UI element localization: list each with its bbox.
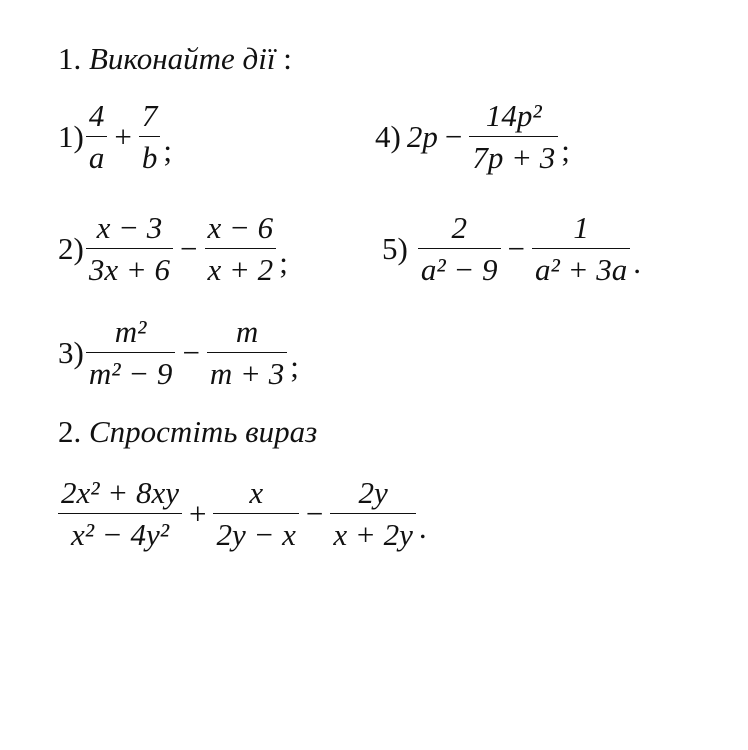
exercise-3-fraction-1-numerator: m² bbox=[114, 314, 147, 349]
exercise-4-lead-term: 2p bbox=[406, 119, 438, 154]
exercise-2-fraction-1-denominator: 3x + 6 bbox=[88, 252, 171, 287]
exercise-1 bbox=[58, 100, 172, 173]
exercise-1-fraction-2-numerator: 7 bbox=[141, 98, 158, 133]
exercise-3-fraction-2-numerator: m bbox=[235, 314, 259, 349]
task2-fraction-3 bbox=[330, 477, 415, 550]
task2-fraction-3-numerator: 2y bbox=[358, 475, 388, 510]
exercise-5-fraction-2-numerator: 1 bbox=[573, 210, 589, 245]
exercise-2-fraction-2 bbox=[205, 212, 277, 285]
task2-fraction-1-denominator: x² − 4y² bbox=[70, 517, 170, 552]
exercise-5-fraction-2 bbox=[532, 212, 630, 285]
task2-title: Спростіть вираз bbox=[89, 414, 318, 449]
exercise-1-operator: + bbox=[114, 119, 132, 154]
exercise-5 bbox=[382, 212, 641, 285]
exercise-3-fraction-2 bbox=[207, 316, 287, 389]
exercise-3-label: 3) bbox=[58, 335, 84, 370]
exercise-2-label: 2) bbox=[58, 231, 84, 266]
task2-fraction-1 bbox=[58, 477, 182, 550]
exercise-4-end: ; bbox=[561, 133, 570, 168]
exercise-5-fraction-1-denominator: a² − 9 bbox=[420, 252, 498, 287]
task2-fraction-2 bbox=[213, 477, 298, 550]
exercise-5-fraction-2-denominator: a² + 3a bbox=[535, 252, 628, 287]
task1-colon: : bbox=[275, 41, 292, 76]
task2-operator-2: − bbox=[305, 496, 324, 531]
exercise-1-fraction-1-numerator: 4 bbox=[88, 98, 105, 133]
exercise-5-operator: − bbox=[507, 231, 526, 266]
exercise-5-end: . bbox=[633, 245, 641, 280]
task1-title: Виконайте дії bbox=[89, 41, 276, 76]
task2-end: . bbox=[418, 510, 427, 545]
exercise-3-end: ; bbox=[290, 349, 299, 384]
task2-operator-1: + bbox=[189, 496, 207, 531]
exercise-2-fraction-1-numerator: x − 3 bbox=[96, 210, 163, 245]
exercise-5-fraction-1 bbox=[418, 212, 501, 285]
exercise-1-fraction-1 bbox=[86, 100, 108, 173]
task2-number: 2. bbox=[58, 414, 82, 449]
task2-fraction-2-denominator: 2y − x bbox=[216, 517, 296, 552]
exercise-2-fraction-1 bbox=[86, 212, 173, 285]
exercise-1-end: ; bbox=[163, 133, 172, 168]
exercise-1-fraction-1-denominator: a bbox=[88, 140, 105, 175]
exercise-1-fraction-2 bbox=[139, 100, 161, 173]
exercise-3-fraction-1-denominator: m² − 9 bbox=[88, 356, 173, 391]
exercise-4-operator: − bbox=[444, 119, 463, 154]
exercise-4-fraction-1-denominator: 7p + 3 bbox=[472, 140, 556, 175]
exercise-2-fraction-2-numerator: x − 6 bbox=[207, 210, 274, 245]
exercise-3-fraction-2-denominator: m + 3 bbox=[209, 356, 285, 391]
exercise-4-label: 4) bbox=[375, 119, 401, 154]
exercise-2-end: ; bbox=[279, 245, 288, 280]
exercise-1-fraction-2-denominator: b bbox=[141, 140, 158, 175]
task1-heading bbox=[58, 43, 292, 74]
exercise-2-fraction-2-denominator: x + 2 bbox=[207, 252, 274, 287]
exercise-2-operator: − bbox=[180, 231, 198, 266]
exercise-3-fraction-1 bbox=[86, 316, 176, 389]
task2-fraction-2-numerator: x bbox=[249, 475, 264, 510]
exercise-5-fraction-1-numerator: 2 bbox=[451, 210, 467, 245]
task1-number: 1. bbox=[58, 41, 82, 76]
exercise-4-fraction-1 bbox=[469, 100, 558, 173]
exercise-3 bbox=[58, 316, 299, 389]
exercise-4 bbox=[375, 100, 570, 173]
task2-fraction-1-numerator: 2x² + 8xy bbox=[61, 475, 179, 510]
task2-fraction-3-denominator: x + 2y bbox=[333, 517, 413, 552]
exercise-1-label: 1) bbox=[58, 119, 84, 154]
exercise-5-label: 5) bbox=[382, 231, 408, 266]
exercise-3-operator: − bbox=[182, 335, 200, 370]
exercise-2 bbox=[58, 212, 288, 285]
exercise-4-fraction-1-numerator: 14p² bbox=[485, 98, 542, 133]
task2-expression bbox=[58, 477, 427, 550]
task2-heading bbox=[58, 416, 317, 447]
